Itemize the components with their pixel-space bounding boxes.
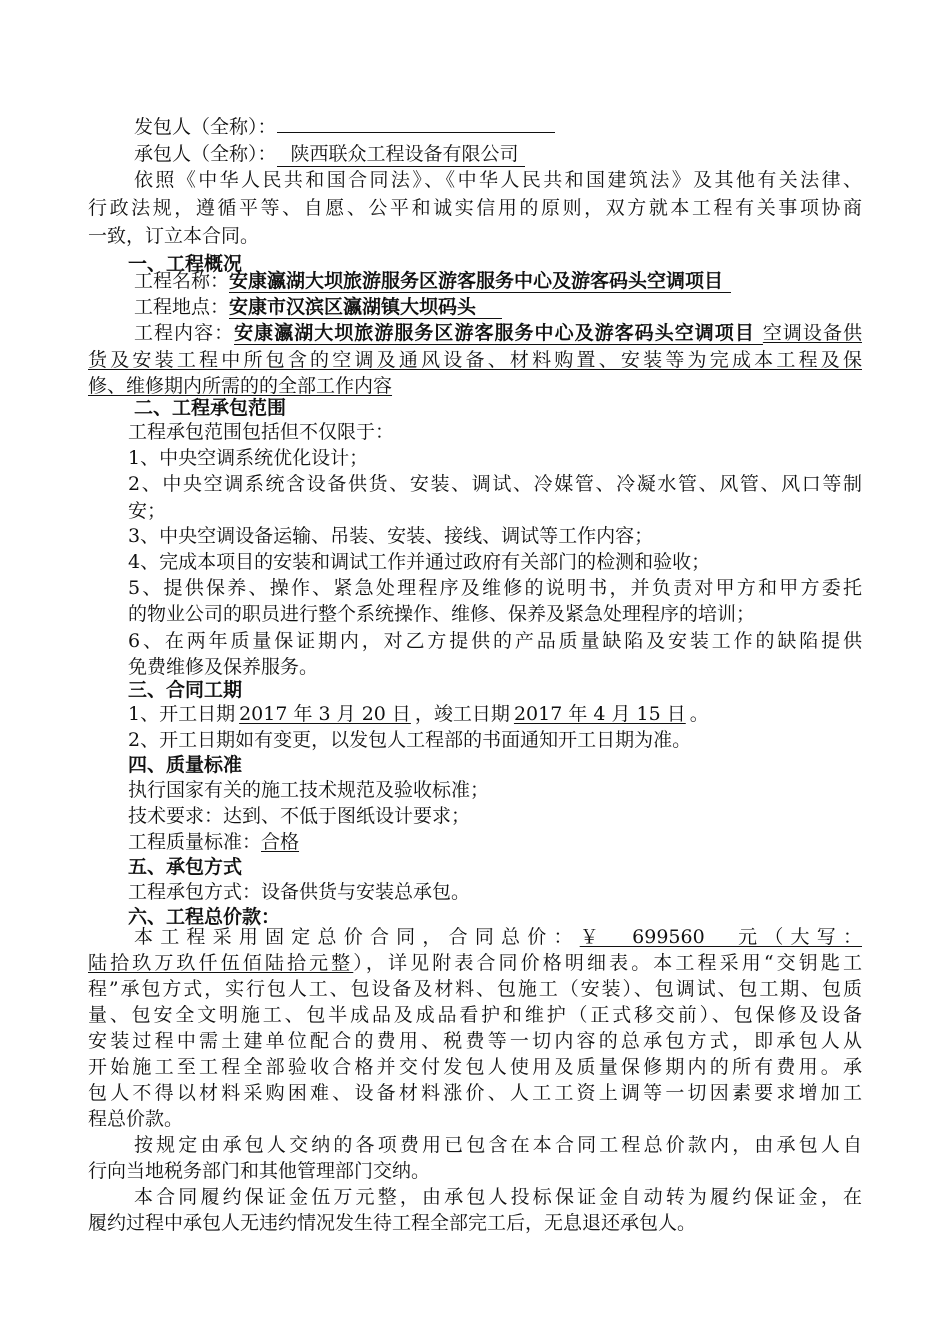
fees-line-1: 按规定由承包人交纳的各项费用已包含在本合同工程总价款内，由承包人自 — [134, 1134, 862, 1156]
project-content-line-3: 修、维修期内所需的的全部工作内容 — [88, 375, 393, 397]
employer-line — [134, 113, 555, 141]
project-content-line — [134, 319, 862, 347]
scope-item-3: 3、中央空调设备运输、吊装、安装、接线、调试等工作内容； — [128, 525, 654, 547]
contractor-line — [134, 140, 525, 168]
contractor-label: 承包人（全称）： — [134, 143, 277, 165]
scope-item-6b: 免费维修及保养服务。 — [128, 656, 319, 678]
project-name-value: 安康瀛湖大坝旅游服务区游客服务中心及游客码头空调项目 — [229, 270, 731, 293]
price-line-5: 安装过程中需土建单位配合的费用、税费等一切内容的总承包方式，即承包人从 — [88, 1030, 862, 1052]
contract-method-line: 工程承包方式：设备供货与安装总承包。 — [128, 881, 471, 903]
project-content-value: 安康瀛湖大坝旅游服务区游客服务中心及游客码头空调项目 — [234, 322, 763, 345]
project-content-tail: 空调设备供 — [762, 322, 862, 344]
preamble-line-3: 一致，订立本合同。 — [88, 225, 260, 247]
scope-item-6a: 6、在两年质量保证期内，对乙方提供的产品质量缺陷及安装工作的缺陷提供 — [128, 630, 862, 652]
employer-value — [277, 132, 555, 133]
price-line-2 — [88, 949, 862, 977]
price-line-4: 量、包安全文明施工、包半成品及成品看护和维护（正式移交前）、包保修及设备 — [88, 1004, 862, 1026]
project-name-label: 工程名称： — [134, 270, 230, 292]
end-date-prefix: ，竣工日期 — [414, 703, 510, 725]
quality-line-2: 技术要求：达到、不低于图纸设计要求； — [128, 805, 471, 827]
scope-item-2a: 2、中央空调系统含设备供货、安装、调试、冷媒管、冷凝水管、风管、风口等制 — [128, 473, 862, 495]
scope-item-4: 4、完成本项目的安装和调试工作并通过政府有关部门的检测和验收； — [128, 551, 711, 573]
scope-item-5b: 的物业公司的职员进行整个系统操作、维修、保养及紧急处理程序的培训； — [128, 603, 756, 625]
end-date-suffix: 。 — [689, 703, 709, 725]
section-3-title: 三、合同工期 — [128, 679, 243, 701]
quality-standard-line — [128, 828, 299, 856]
section-1-title: 一、工程概况 — [128, 253, 243, 275]
start-date: 2017 年 3 月 20 日 — [239, 703, 411, 725]
project-content-label: 工程内容： — [134, 322, 235, 344]
price-line-3: 程”承包方式，实行包人工、包设备及材料、包施工（安装）、包调试、包工期、包质 — [88, 978, 862, 1000]
preamble-line-1: 依照《中华人民共和国合同法》、《中华人民共和国建筑法》及其他有关法律、 — [134, 169, 862, 191]
section-6-title: 六、工程总价款： — [128, 906, 281, 928]
quality-standard-value: 合格 — [261, 831, 300, 853]
end-date: 2017 年 4 月 15 日 — [513, 703, 686, 725]
quality-line-1: 执行国家有关的施工技术规范及验收标准； — [128, 779, 490, 801]
schedule-line-2: 2、开工日期如有变更，以发包人工程部的书面通知开工日期为准。 — [128, 729, 692, 751]
section-4-title: 四、质量标准 — [128, 754, 243, 776]
schedule-line-1 — [128, 700, 709, 728]
bond-line-2: 履约过程中承包人无违约情况发生待工程全部完工后，无息退还承包人。 — [88, 1212, 697, 1234]
price-line-7: 包人不得以材料采购困难、设备材料涨价、人工工资上调等一切因素要求增加工 — [88, 1082, 862, 1104]
price-line-1 — [134, 923, 862, 951]
price-amount-words: 陆拾玖万玖仟伍佰陆拾元整 — [88, 952, 354, 974]
price-line-6: 开始施工至工程全部验收合格并交付发包人使用及质量保修期内的所有费用。承 — [88, 1056, 862, 1078]
fees-line-2: 行向当地税务部门和其他管理部门交纳。 — [88, 1160, 431, 1182]
quality-standard-label: 工程质量标准： — [128, 831, 262, 853]
price-line-2-rest: ），详见附表合同价格明细表。本工程采用“交钥匙工 — [353, 952, 862, 974]
section-5-title: 五、承包方式 — [128, 856, 243, 878]
section-2-title: 二、工程承包范围 — [134, 397, 287, 419]
scope-intro: 工程承包范围包括但不仅限于： — [128, 421, 395, 443]
price-line-8: 程总价款。 — [88, 1108, 184, 1130]
price-prefix: 本工程采用固定总价合同，合同总价： — [134, 926, 580, 948]
project-site-label: 工程地点： — [134, 296, 230, 318]
preamble-line-2: 行政法规，遵循平等、自愿、公平和诚实信用的原则，双方就本工程有关事项协商 — [88, 197, 862, 219]
contractor-value: 陕西联众工程设备有限公司 — [277, 142, 525, 167]
project-content-line-2: 货及安装工程中所包含的空调及通风设备、材料购置、安装等为完成本工程及保 — [88, 349, 862, 371]
price-amount: ￥ 699560 元（大写： — [579, 926, 862, 948]
project-site-value: 安康市汉滨区瀛湖镇大坝码头 — [229, 296, 502, 319]
project-site-line — [134, 293, 502, 321]
project-name-line — [134, 267, 731, 295]
employer-label: 发包人（全称）： — [134, 116, 277, 138]
scope-item-1: 1、中央空调系统优化设计； — [128, 447, 369, 469]
bond-line-1: 本合同履约保证金伍万元整，由承包人投标保证金自动转为履约保证金，在 — [134, 1186, 862, 1208]
scope-item-2b: 安； — [128, 500, 167, 522]
start-date-prefix: 1、开工日期 — [128, 703, 236, 725]
scope-item-5a: 5、提供保养、操作、紧急处理程序及维修的说明书，并负责对甲方和甲方委托 — [128, 577, 862, 599]
